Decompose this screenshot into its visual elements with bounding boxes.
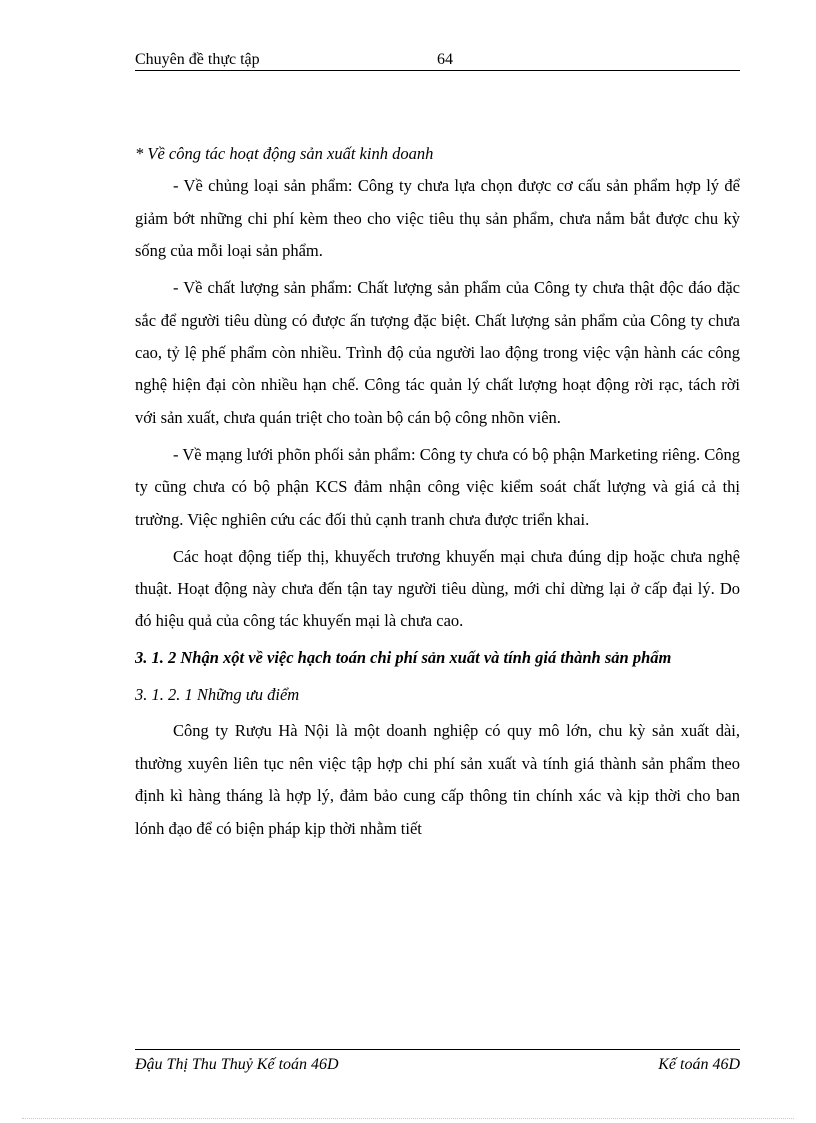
section-heading: 3. 1. 2 Nhận xột về việc hạch toán chi phí sản xuất và tính giá thành sản phẩm — [135, 648, 672, 668]
paragraph-advantages: Công ty Rượu Hà Nội là một doanh nghiệp có quy mô lớn, chu kỳ sản xuất dài, thường xuyên liên tục nên việc tập hợp chi phí sản xuất và tính giá thành sản phẩm theo định kì hàng tháng là hợp lý, đảm bảo cung cấp thông tin chính xác và kịp thời cho ban lónh đạo để có biện pháp kịp thời nhằm tiết — [135, 721, 740, 838]
page-body — [135, 138, 740, 845]
paragraph-product-type: - Về chủng loại sản phẩm: Công ty chưa lựa chọn được cơ cấu sản phẩm hợp lý để giảm bớt những chi phí kèm theo cho việc tiêu thụ sản phẩm, chưa nắm bắt được chu kỳ sống của mỗi loại sản phẩm. — [135, 176, 740, 261]
page-footer — [135, 1049, 740, 1078]
document-title: Chuyên đề thực tập — [135, 51, 260, 68]
section-label: * Về công tác hoạt động sản xuất kinh doanh — [135, 144, 434, 163]
page-edge-divider — [22, 1118, 794, 1119]
paragraph-distribution-network: - Về mạng lưới phõn phối sản phẩm: Công ty chưa có bộ phận Marketing riêng. Công ty cũng chưa có bộ phận KCS đảm nhận công việc kiểm soát chất lượng và giá cả thị trường. Việc nghiên cứu các đối thủ cạnh tranh chưa được triển khai. — [135, 444, 740, 529]
paragraph-marketing-activities: Các hoạt động tiếp thị, khuyếch trương khuyến mại chưa đúng dịp hoặc chưa nghệ thuật. Hoạt động này chưa đến tận tay người tiêu dùng, mới chỉ dừng lại ở cấp đại lý. Do đó hiệu quả của công tác khuyến mại là chưa cao. — [135, 546, 740, 631]
footer-author: Đậu Thị Thu Thuỷ Kế toán 46D — [135, 1056, 339, 1073]
footer-department: Kế toán 46D — [658, 1056, 740, 1073]
subsection-heading: 3. 1. 2. 1 Những ưu điểm — [135, 684, 300, 704]
page-number: 64 — [437, 51, 453, 68]
page-header — [135, 50, 740, 71]
paragraph-product-quality: - Về chất lượng sản phẩm: Chất lượng sản phẩm của Công ty chưa thật độc đáo đặc sắc để người tiêu dùng có được ấn tượng đặc biệt. Chất lượng sản phẩm của Công ty chưa cao, tỷ lệ phế phẩm còn nhiều. Trình độ của người lao động trong việc vận hành các công nghệ hiện đại còn nhiều hạn chế. Công tác quản lý chất lượng hoạt động rời rạc, tách rời với sản xuất, chưa quán triệt cho toàn bộ cán bộ công nhõn viên. — [135, 278, 740, 427]
